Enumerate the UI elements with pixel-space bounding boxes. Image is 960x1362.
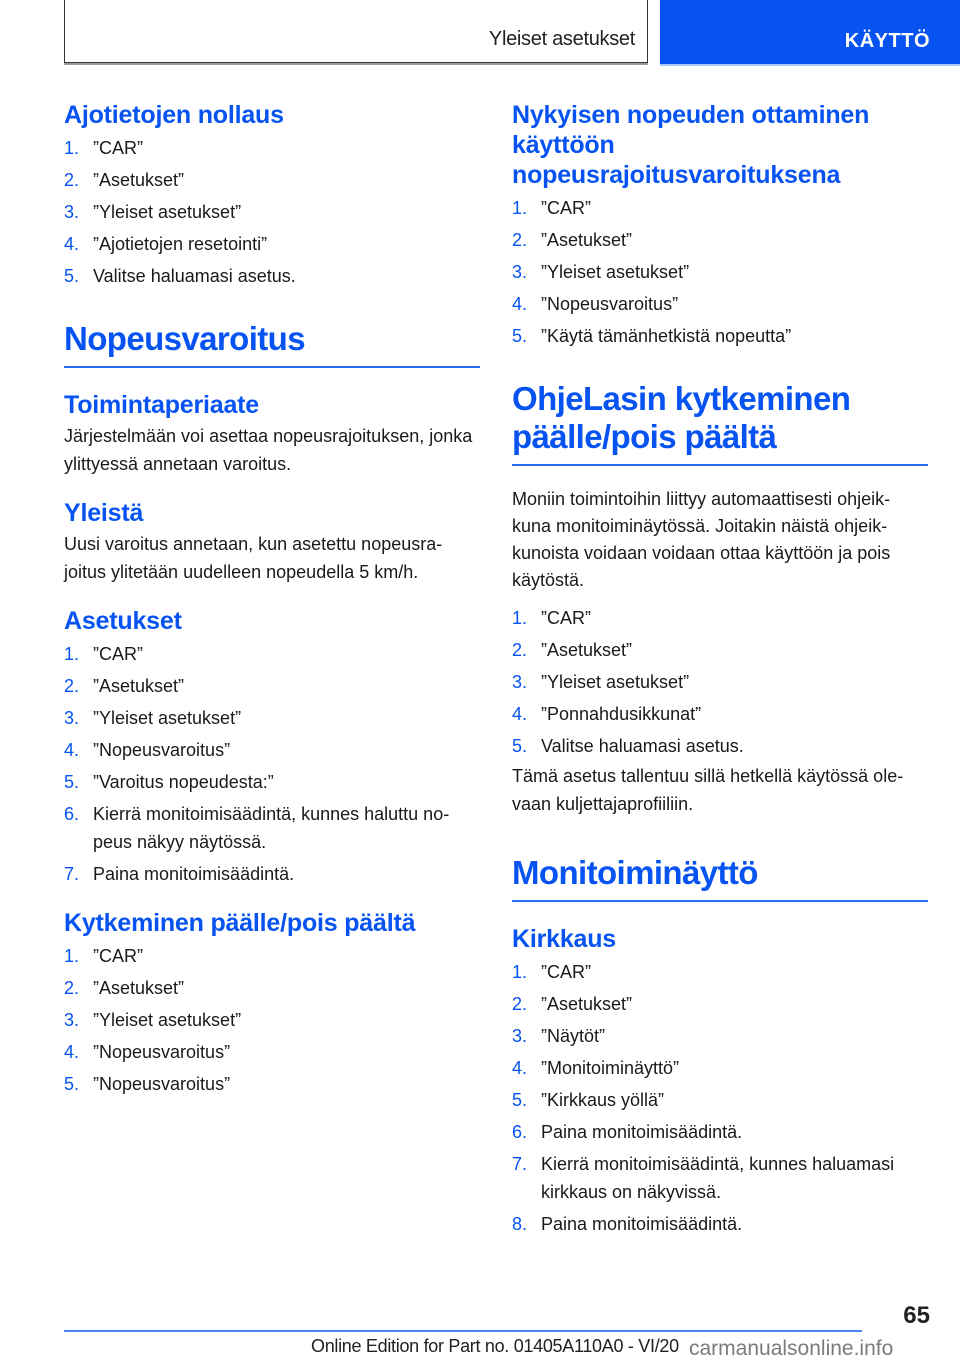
list-item	[512, 700, 928, 728]
list-item	[64, 860, 480, 888]
edition-text: Online Edition for Part no. 01405A110A0 - VI/20	[311, 1336, 679, 1356]
step-number: 5.	[64, 772, 80, 792]
running-header-section	[64, 0, 648, 63]
list-item	[64, 230, 480, 258]
list-item	[512, 732, 928, 760]
step-text: ”Nopeusvaroitus”	[93, 1074, 231, 1094]
step-number: 1.	[512, 608, 528, 628]
step-text: ”Varoitus nopeudesta:”	[93, 772, 274, 792]
step-text: ”CAR”	[541, 608, 591, 628]
step-number: 1.	[64, 138, 80, 158]
step-text: ”Asetukset”	[541, 230, 633, 250]
list-item	[64, 704, 480, 732]
step-number: 5.	[512, 326, 528, 346]
list-item	[512, 226, 928, 254]
list-item	[64, 1070, 480, 1098]
step-text: ”CAR”	[93, 946, 143, 966]
list-item	[512, 1022, 928, 1050]
list-item	[512, 1210, 928, 1238]
page-number: 65	[903, 1302, 930, 1329]
heading-monitoiminaytto: Monitoiminäyttö	[512, 854, 928, 902]
heading-kirkkaus: Kirkkaus	[512, 925, 617, 953]
step-number: 4.	[64, 740, 80, 760]
step-text: ”CAR”	[541, 198, 591, 218]
list-item	[512, 636, 928, 664]
step-number: 5.	[512, 1090, 528, 1110]
step-number: 8.	[512, 1214, 528, 1234]
step-text: Kierrä monitoimisäädintä, kunnes haluttu no-peus näkyy näytössä.	[93, 804, 450, 852]
step-text: Valitse haluamasi asetus.	[93, 266, 296, 286]
step-number: 4.	[512, 704, 528, 724]
list-item	[512, 604, 928, 632]
paragraph-ohjelasin-note: Tämä asetus tallentuu sillä hetkellä käytössä ole-vaan kuljettajaprofiiliin.	[512, 766, 904, 814]
step-number: 2.	[512, 230, 528, 250]
step-text: ”Asetukset”	[541, 640, 633, 660]
list-item	[512, 1118, 928, 1146]
step-number: 6.	[64, 804, 80, 824]
heading-nopeusvaroitus: Nopeusvaroitus	[64, 320, 480, 368]
step-text: ”Yleiset asetukset”	[93, 1010, 242, 1030]
step-number: 7.	[64, 864, 80, 884]
steps-kytkeminen	[64, 942, 480, 1098]
step-text: ”CAR”	[541, 962, 591, 982]
step-number: 2.	[64, 978, 80, 998]
chapter-tab	[660, 0, 960, 64]
right-column	[512, 100, 928, 1238]
paragraph-toimintaperiaate: Järjestelmään voi asettaa nopeusrajoituksen, jonka ylittyessä annetaan varoitus.	[64, 426, 473, 474]
list-item	[64, 262, 480, 290]
list-item	[512, 322, 928, 350]
step-number: 3.	[64, 708, 80, 728]
list-item	[64, 640, 480, 668]
list-item	[512, 1054, 928, 1082]
step-number: 4.	[512, 294, 528, 314]
list-item	[64, 942, 480, 970]
list-item	[512, 1086, 928, 1114]
step-text: ”Näytöt”	[541, 1026, 606, 1046]
section-title: Yleiset asetukset	[488, 28, 635, 50]
heading-asetukset: Asetukset	[64, 607, 182, 635]
list-item	[512, 668, 928, 696]
steps-kirkkaus	[512, 958, 928, 1238]
list-item	[64, 974, 480, 1002]
list-item	[64, 1006, 480, 1034]
step-number: 2.	[512, 640, 528, 660]
step-text: ”Monitoiminäyttö”	[541, 1058, 680, 1078]
step-number: 2.	[512, 994, 528, 1014]
step-text: ”Yleiset asetukset”	[541, 672, 690, 692]
heading-nykyisen-nopeuden: Nykyisen nopeuden ottaminen käyttöön nopeusrajoitusvaroituksena	[512, 101, 870, 189]
step-text: ”Ajotietojen resetointi”	[93, 234, 268, 254]
step-number: 4.	[64, 234, 80, 254]
step-number: 1.	[512, 198, 528, 218]
step-number: 5.	[64, 1074, 80, 1094]
paragraph-ohjelasin-intro: Moniin toimintoihin liittyy automaattisesti ohjeik-kuna monitoiminäytössä. Joitakin näistä ohjeik-kunoista voidaan voidaan ottaa käyttöön ja pois käytöstä.	[512, 489, 891, 590]
step-number: 4.	[512, 1058, 528, 1078]
step-text: ”Nopeusvaroitus”	[93, 1042, 231, 1062]
list-item	[512, 958, 928, 986]
step-number: 3.	[512, 262, 528, 282]
list-item	[64, 736, 480, 764]
step-number: 5.	[64, 266, 80, 286]
heading-yleista: Yleistä	[64, 499, 144, 527]
heading-ajotietojen-nollaus: Ajotietojen nollaus	[64, 101, 284, 129]
step-text: Paina monitoimisäädintä.	[93, 864, 295, 884]
step-text: Kierrä monitoimisäädintä, kunnes haluamasi kirkkaus on näkyvissä.	[541, 1154, 895, 1202]
step-text: Paina monitoimisäädintä.	[541, 1122, 743, 1142]
list-item	[64, 198, 480, 226]
steps-ajotietojen	[64, 134, 480, 290]
step-text: ”Yleiset asetukset”	[93, 708, 242, 728]
steps-asetukset	[64, 640, 480, 888]
step-number: 3.	[64, 1010, 80, 1030]
step-text: ”Asetukset”	[93, 676, 185, 696]
step-number: 1.	[64, 946, 80, 966]
footer-divider	[64, 1330, 862, 1332]
step-text: ”Asetukset”	[541, 994, 633, 1014]
list-item	[512, 1150, 928, 1206]
step-number: 1.	[64, 644, 80, 664]
list-item	[64, 768, 480, 796]
list-item	[64, 134, 480, 162]
heading-kytkeminen: Kytkeminen päälle/pois päältä	[64, 909, 416, 937]
step-number: 4.	[64, 1042, 80, 1062]
heading-ohjelasin: OhjeLasin kytkeminen päälle/pois päältä	[512, 380, 928, 466]
step-text: ”CAR”	[93, 138, 143, 158]
left-column	[64, 100, 480, 1098]
paragraph-yleista: Uusi varoitus annetaan, kun asetettu nopeusra-joitus ylitetään uudelleen nopeudella 5 km/h.	[64, 534, 443, 582]
step-number: 3.	[512, 672, 528, 692]
list-item	[64, 800, 480, 856]
list-item	[64, 1038, 480, 1066]
list-item	[64, 166, 480, 194]
step-text: ”Asetukset”	[93, 170, 185, 190]
step-text: Valitse haluamasi asetus.	[541, 736, 744, 756]
step-text: ”Käytä tämänhetkistä nopeutta”	[541, 326, 792, 346]
step-number: 2.	[64, 170, 80, 190]
step-text: ”Asetukset”	[93, 978, 185, 998]
list-item	[512, 258, 928, 286]
step-number: 1.	[512, 962, 528, 982]
step-number: 7.	[512, 1154, 528, 1174]
step-text: ”Ponnahdusikkunat”	[541, 704, 702, 724]
step-text: ”Yleiset asetukset”	[541, 262, 690, 282]
step-text: ”Nopeusvaroitus”	[541, 294, 679, 314]
steps-nykyisen	[512, 194, 928, 350]
step-number: 6.	[512, 1122, 528, 1142]
heading-toimintaperiaate: Toimintaperiaate	[64, 391, 259, 419]
step-text: ”Kirkkaus yöllä”	[541, 1090, 665, 1110]
step-number: 3.	[512, 1026, 528, 1046]
list-item	[512, 990, 928, 1018]
step-text: ”CAR”	[93, 644, 143, 664]
step-text: Paina monitoimisäädintä.	[541, 1214, 743, 1234]
list-item	[512, 194, 928, 222]
step-number: 2.	[64, 676, 80, 696]
list-item	[512, 290, 928, 318]
step-text: ”Nopeusvaroitus”	[93, 740, 231, 760]
step-number: 5.	[512, 736, 528, 756]
watermark-link[interactable]: carmanualsonline.info	[689, 1337, 894, 1360]
list-item	[64, 672, 480, 700]
steps-ohjelasin	[512, 604, 928, 760]
step-text: ”Yleiset asetukset”	[93, 202, 242, 222]
chapter-tab-label: KÄYTTÖ	[844, 30, 930, 52]
step-number: 3.	[64, 202, 80, 222]
